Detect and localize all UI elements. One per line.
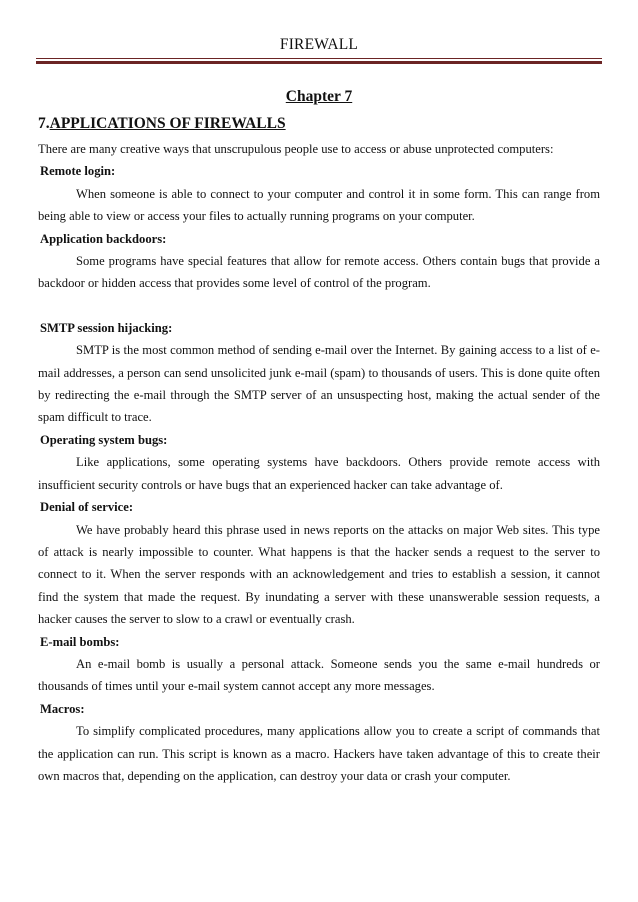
heading-os-bugs: Operating system bugs: xyxy=(40,432,168,447)
intro-paragraph: There are many creative ways that unscrupulous people use to access or abuse unprotected computers: xyxy=(38,142,554,156)
heading-denial-of-service: Denial of service: xyxy=(40,500,134,515)
paragraph-remote-login: When someone is able to connect to your computer and control it in some form. This can range from being able to view or access your files to actually running programs on your computer. xyxy=(38,186,600,224)
paragraph-macros: To simplify complicated procedures, many applications allow you to create a script of commands that the application can run. This script is known as a macro. Hackers have taken advantage of this to create their own macros that, depending on the application, can destroy your data or crash your computer. xyxy=(38,724,600,783)
paragraph-email-bombs: An e-mail bomb is usually a personal attack. Someone sends you the same e-mail hundreds or thousands of times until your e-mail system cannot accept any more messages. xyxy=(38,656,600,694)
page-content xyxy=(38,86,600,787)
paragraph-os-bugs: Like applications, some operating systems have backdoors. Others provide remote access with insufficient security controls or have bugs that an experienced hacker can take advantage of. xyxy=(38,455,600,492)
header-rule-thick xyxy=(36,61,602,64)
heading-macros: Macros: xyxy=(40,701,85,716)
section-number: 7. xyxy=(38,115,50,132)
heading-email-bombs: E-mail bombs: xyxy=(40,634,120,649)
section-heading xyxy=(38,113,600,135)
header-rule-thin xyxy=(36,58,602,59)
running-header: FIREWALL xyxy=(279,36,359,53)
paragraph-denial-of-service: We have probably heard this phrase used in news reports on the attacks on major Web sites. This type of attack is nearly impossible to counter. What happens is that the hacker sends a request to the server to connect to it. When the server responds with an acknowledgement and tries to establish a session, it cannot find the system that made the request. By inundating a server with these unanswerable session requests, a hacker causes the server to slow to a crawl or eventually crash. xyxy=(38,522,600,627)
section-title: APPLICATIONS OF FIREWALLS xyxy=(49,115,286,132)
heading-remote-login: Remote login: xyxy=(40,164,116,179)
paragraph-application-backdoors: Some programs have special features that allow for remote access. Others contain bugs that provide a backdoor or hidden access that provides some level of control of the program. xyxy=(38,254,600,291)
heading-smtp-hijacking: SMTP session hijacking: xyxy=(40,320,173,335)
heading-application-backdoors: Application backdoors: xyxy=(40,231,167,246)
paragraph-smtp-hijacking: SMTP is the most common method of sending e-mail over the Internet. By gaining access to a list of e-mail addresses, a person can send unsolicited junk e-mail (spam) to thousands of users. This is done quite often by redirecting the e-mail through the SMTP server of an unsuspecting host, making the actual sender of the spam difficult to trace. xyxy=(38,343,600,425)
chapter-title: Chapter 7 xyxy=(285,88,353,105)
blank-line xyxy=(38,295,600,317)
